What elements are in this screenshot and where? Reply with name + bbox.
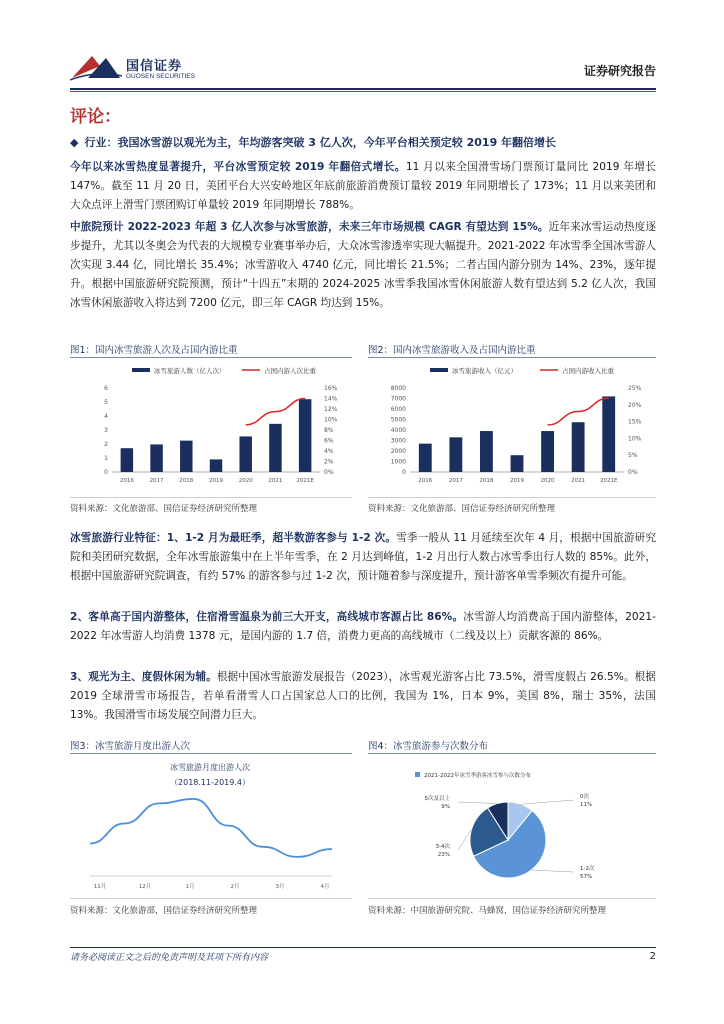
figure-3-top-rule [70,753,352,754]
figure-1-caption: 图1：国内冰雪旅游人次及占国内游比重 [70,345,238,356]
bar [572,422,585,472]
figure-1-top-rule [70,357,352,358]
figure-3-source: 资料来源：文化旅游部，国信证券经济研究所整理 [70,906,258,916]
bar [210,459,222,472]
figure-2-caption: 图2：国内冰雪旅游收入及占国内游比重 [368,345,536,356]
bar [419,444,432,472]
bar [480,431,493,472]
figure-1-chart [70,360,352,495]
paragraph-1-text: 11 月以来全国滑雪场门票预订量同比 2019 年增长 147%。截至 11 月 20 日，美团平台大兴安岭地区年底前旅游消费预订量较 2019 年同期增长了 173%；11 月以来美团和大众点评上滑雪门票团购订单量较 2019 年同期增长 788%。 [70,161,657,211]
pie-pct-label: 23% [437,852,450,858]
bar [449,437,462,472]
figure-4-chart [368,756,656,896]
bar [180,441,192,472]
x-tick-label: 2020 [540,478,555,484]
paragraph-4-text: 冰雪游人均消费高于国内游整体，2021-2022 年冰雪游人均消费 1378 元，是国内游的 1.7 倍，消费力更高的高线城市（二线及以上）贡献客源的 86%。 [70,611,656,642]
pie-label: 1-2次 [580,866,595,872]
figure-1-bottom-rule [70,497,352,498]
legend-swatch [415,772,420,777]
y-tick-label: 7000 [390,395,406,403]
x-tick-label: 2020 [238,478,253,484]
pie-pct-label: 57% [580,874,593,880]
figure-4-source: 资料来源：中国旅游研究院、马蜂窝，国信证券经济研究所整理 [368,906,607,916]
paragraph-2 [70,218,656,313]
legend-label-bar: 冰雪旅游收入（亿元） [452,367,517,375]
y2-tick-label: 8% [324,427,334,434]
y-tick-label: 0 [104,469,108,476]
pie-label: 3-4次 [435,844,450,850]
pie-label: 5次及以上 [424,796,450,802]
legend-label-bar: 冰雪旅游人数（亿人次） [154,367,226,375]
bar [541,431,554,472]
y2-tick-label: 0% [324,469,334,476]
y2-tick-label: 6% [324,437,334,445]
figure-4-bottom-rule [368,898,656,899]
y2-tick-label: 5% [628,452,638,460]
x-tick-label: 2021 [268,478,283,484]
y-tick-label: 3 [104,427,108,434]
x-tick-label: 2018 [479,478,494,484]
y2-tick-label: 2% [324,458,334,466]
paragraph-3-text: 雪季一般从 11 月延续至次年 4 月，根据中国旅游研究院和美团研究数据，全年冰雪旅游集中在上半年雪季，在 2 月达到峰值，1-2 月出行人数占冰雪季出行人数的 85%。此外，根据中国旅游研究院调查，有约 57% 的游客参与过 1-2 次，预计随着参与深度提升，预计游客单雪季频次有提升可能。 [70,532,656,582]
y2-tick-label: 0% [628,469,638,476]
logo-text-en: GUOSEN SECURITIES [126,73,195,80]
page-header [70,48,656,88]
paragraph-5-lead: 3、观光为主、度假休闲为辅。 [70,671,217,683]
y-tick-label: 1000 [390,458,406,466]
footer-divider [70,947,656,948]
x-tick-label: 2018 [179,478,194,484]
x-tick-label: 2016 [418,478,433,484]
figure-2-source: 资料来源：文化旅游部、国信证券经济研究所整理 [368,504,556,514]
x-tick-label: 1月 [185,884,195,890]
figure-3-bottom-rule [70,898,352,899]
y2-tick-label: 20% [628,401,642,409]
y2-tick-label: 15% [628,418,642,426]
y2-tick-label: 25% [628,385,642,392]
x-tick-label: 4月 [320,884,330,890]
y2-tick-label: 10% [324,416,338,424]
y2-tick-label: 10% [628,435,642,443]
bullet-text: 行业：我国冰雪游以观光为主，年均游客突破 3 亿人次，今年平台相关预定较 2019 年翻倍增长 [84,136,557,149]
leader-line [521,800,574,804]
figure-3-caption: 图3：冰雪旅游月度出游人次 [70,741,191,752]
x-tick-label: 2016 [119,478,134,484]
section-bullet [70,134,656,150]
figure-1-source: 资料来源：文化旅游部、国信证券经济研究所整理 [70,504,258,514]
paragraph-1 [70,158,656,215]
legend-swatch-bar [132,368,150,372]
header-divider-accent [70,91,656,92]
y-tick-label: 6000 [390,406,406,413]
leader-line [458,802,497,804]
paragraph-5-text: 根据中国冰雪旅游发展报告（2023），冰雪观光游客占比 73.5%，滑雪度假占 26.5%。根据 2019 全球滑雪市场报告，若单看滑雪人口占国家总人口的比例，我国为 1%，日本 9%，美国 8%，瑞士 35%，法国 13%。我国滑雪市场发展空间潜力巨大。 [70,671,656,721]
legend-swatch-bar [430,368,448,372]
y2-tick-label: 16% [324,385,338,392]
paragraph-2-text: 近年来冰雪运动热度逐步提升，尤其以冬奥会为代表的大规模专业赛事举办后，大众冰雪渗透率实现大幅提升。2021-2022 年冰雪季全国冰雪游人次实现 3.44 亿，同比增长 35.4%；冰雪游收入 4740 亿元，同比增长 21.5%；二者占国内游分别为 14%、23%，逐年提升。根据中国旅游研究院预测，预计“十四五”末期的 2024-2025 冰雪季我国冰雪休闲旅游人数有望达到 5.2 亿人次，我国冰雪休闲旅游收入将达到 7200 亿元，即三年 CAGR 均达到 15%。 [70,221,657,309]
figure-2-chart [368,360,656,495]
header-divider [70,88,656,90]
x-tick-label: 2019 [510,478,524,484]
paragraph-3-lead: 冰雪旅游行业特征：1、1-2 月为最旺季，超半数游客参与 1-2 次。 [70,532,397,544]
bar [602,396,615,472]
pie-pct-label: 9% [441,804,450,810]
y-tick-label: 4000 [390,427,406,434]
chart-title: 冰雪旅游月度出游人次 [170,763,250,772]
x-tick-label: 2021E [599,478,618,484]
paragraph-3 [70,529,656,586]
x-tick-label: 2021E [296,478,314,484]
pie-pct-label: 11% [580,802,593,808]
section-title: 评论： [70,107,121,127]
y-tick-label: 5000 [390,416,406,424]
bar [150,444,162,472]
bar [299,399,311,472]
x-tick-label: 11月 [93,884,107,890]
x-tick-label: 3月 [275,884,285,890]
guosen-logo-icon [70,52,122,82]
y-tick-label: 4 [104,413,108,420]
y-tick-label: 0 [402,469,406,476]
y-tick-label: 5 [104,399,108,406]
series-line [246,399,305,425]
x-tick-label: 12月 [138,884,152,890]
y2-tick-label: 12% [324,406,338,413]
y-tick-label: 2000 [390,448,406,455]
pie-label: 0次 [580,794,589,800]
series-line [90,799,332,857]
bar [121,448,133,472]
paragraph-4 [70,608,656,646]
figure-2-top-rule [368,357,656,358]
x-tick-label: 2017 [448,478,463,484]
bar [269,424,281,472]
y-tick-label: 2 [104,441,108,448]
y2-tick-label: 4% [324,448,334,455]
figure-2-bottom-rule [368,497,656,498]
x-tick-label: 2017 [149,478,164,484]
figure-3-chart [70,756,352,896]
paragraph-5 [70,668,656,725]
x-tick-label: 2021 [571,478,586,484]
footer-disclaimer: 请务必阅读正文之后的免责声明及其项下所有内容 [70,953,269,963]
leader-line [531,870,574,872]
logo-text: 国信证券 [126,59,183,74]
chart-subtitle: （2018.11-2019.4） [170,778,250,787]
y-tick-label: 3000 [390,437,406,445]
legend-label-line: 占国内游收入比重 [562,367,614,375]
diamond-bullet-icon: ◆ [70,136,79,149]
page-number: 2 [649,951,656,962]
paragraph-2-lead: 中旅院预计 2022-2023 年超 3 亿人次参与冰雪旅游，未来三年市场规模 CAGR 有望达到 15%。 [70,221,549,233]
x-tick-label: 2月 [230,884,240,890]
y-tick-label: 6 [104,385,108,392]
report-type: 证券研究报告 [583,64,656,78]
pie-title: 2021-2022年冰雪季游客冰雪参与次数分布 [424,773,531,779]
x-tick-label: 2019 [209,478,223,484]
bar [239,436,251,472]
paragraph-4-lead: 2、客单高于国内游整体，住宿滑雪温泉为前三大开支，高线城市客源占比 86%。 [70,611,464,623]
legend-label-line: 占国内游人次比重 [264,367,316,375]
y-tick-label: 1 [104,455,108,462]
series-line [548,398,609,425]
paragraph-1-lead: 今年以来冰雪热度显著提升，平台冰雪预定较 2019 年翻倍式增长。 [70,161,406,173]
y2-tick-label: 14% [324,395,338,403]
figure-4-top-rule [368,753,656,754]
bar [511,455,524,472]
figure-4-caption: 图4：冰雪旅游参与次数分布 [368,741,489,752]
y-tick-label: 8000 [390,385,406,392]
